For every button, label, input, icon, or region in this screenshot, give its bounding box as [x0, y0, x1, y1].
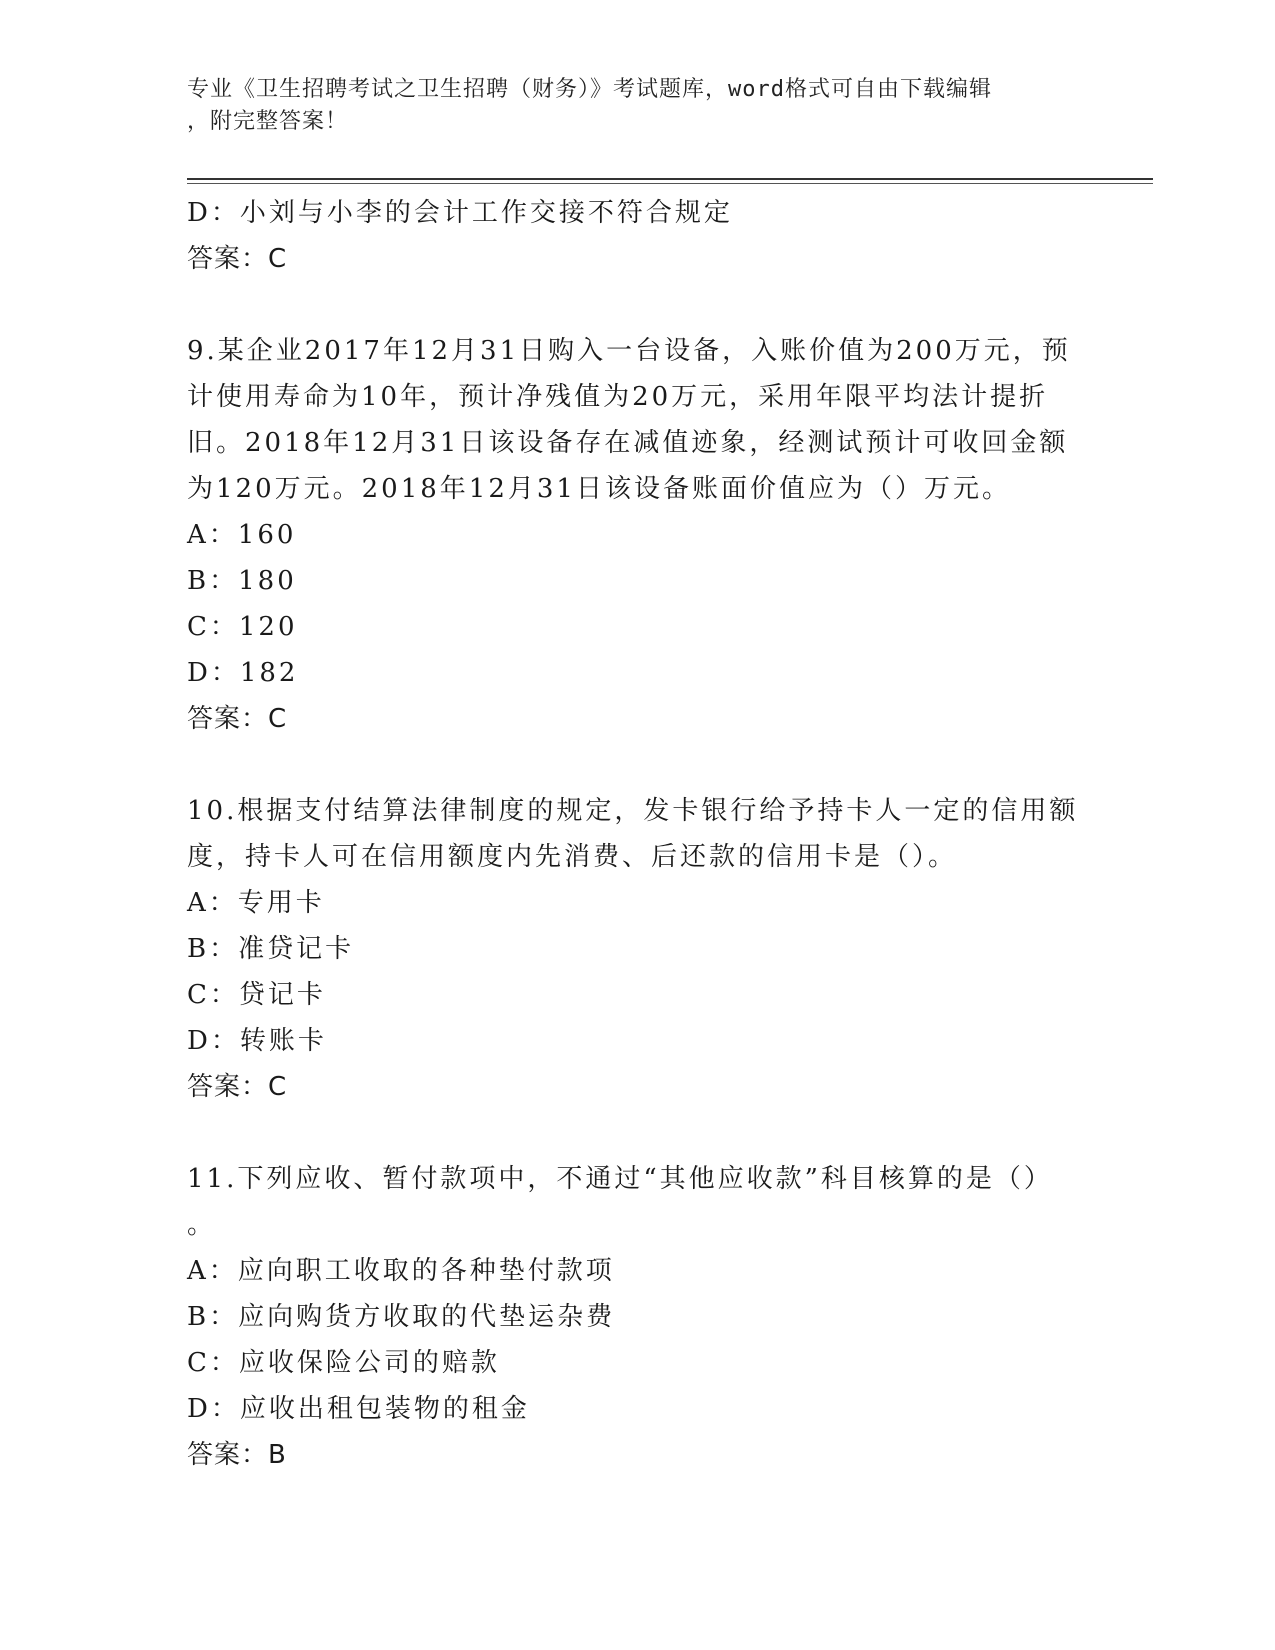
- question-text-line: 计使用寿命为10年，预计净残值为20万元，采用年限平均法计提折: [187, 382, 1049, 412]
- question-text-line: 度，持卡人可在信用额度内先消费、后还款的信用卡是（）。: [187, 842, 958, 872]
- question-10: [187, 788, 1087, 1110]
- answer-line: 答案：C: [187, 1072, 288, 1102]
- previous-question-tail: [187, 190, 1087, 282]
- answer-line: 答案：C: [187, 244, 288, 274]
- question-text-line: 9.某企业2017年12月31日购入一台设备，入账价值为200万元，预: [187, 336, 1071, 366]
- option-d: D：转账卡: [187, 1026, 327, 1056]
- question-11: [187, 1156, 1087, 1478]
- option-c: C：应收保险公司的赔款: [187, 1348, 500, 1378]
- answer-line: 答案：C: [187, 704, 288, 734]
- option-b: B：应向购货方收取的代垫运杂费: [187, 1302, 616, 1332]
- question-text-line: 为120万元。2018年12月31日该设备账面价值应为（）万元。: [187, 474, 1011, 504]
- answer-line: 答案：B: [187, 1440, 287, 1470]
- question-text-line: 旧。2018年12月31日该设备存在减值迹象，经测试预计可收回金额: [187, 428, 1069, 458]
- option-a: A：专用卡: [187, 888, 325, 918]
- spacer: [187, 282, 1087, 328]
- option-c: C：贷记卡: [187, 980, 326, 1010]
- question-text-line: 10.根据支付结算法律制度的规定，发卡银行给予持卡人一定的信用额: [187, 796, 1079, 826]
- header-divider-thick: [187, 178, 1153, 180]
- question-text-line: 11.下列应收、暂付款项中，不通过“其他应收款”科目核算的是（）: [187, 1164, 1053, 1194]
- spacer: [187, 742, 1087, 788]
- header-line-1: 专业《卫生招聘考试之卫生招聘（财务）》考试题库，word格式可自由下载编辑: [187, 77, 992, 102]
- document-header: [187, 74, 1087, 138]
- spacer: [187, 1110, 1087, 1156]
- header-line-2: ，附完整答案！: [187, 109, 349, 134]
- document-body: [187, 190, 1087, 1478]
- option-d: D：应收出租包装物的租金: [187, 1394, 530, 1424]
- question-text-line: 。: [187, 1210, 217, 1240]
- option-b: B：准贷记卡: [187, 934, 355, 964]
- option-b: B：180: [187, 566, 297, 596]
- option-a: A：160: [187, 520, 297, 550]
- option-c: C：120: [187, 612, 298, 642]
- option-a: A：应向职工收取的各种垫付款项: [187, 1256, 615, 1286]
- option-d: D：182: [187, 658, 299, 688]
- option-d: D：小刘与小李的会计工作交接不符合规定: [187, 198, 733, 228]
- header-divider-thin: [187, 183, 1153, 184]
- question-9: [187, 328, 1087, 742]
